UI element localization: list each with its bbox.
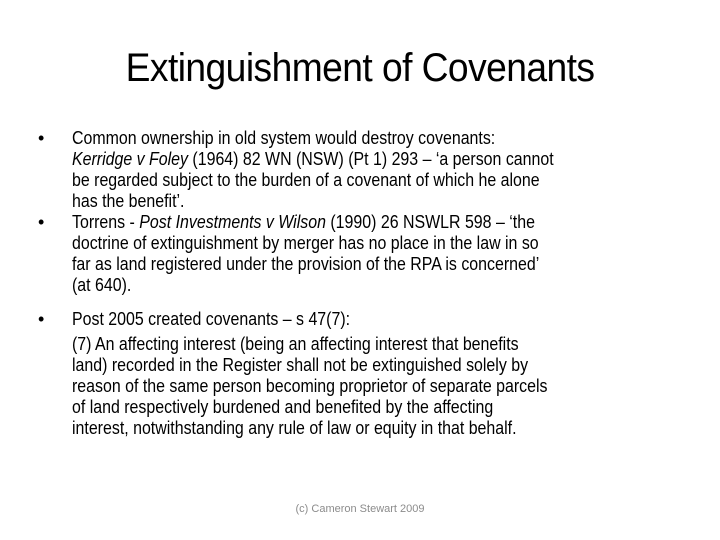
bullet-icon: • — [38, 128, 45, 148]
text-run: far as land registered under the provision of the RPA is concerned’ — [72, 254, 540, 274]
text-run: Torrens - — [72, 212, 140, 232]
text-run: (1964) 82 WN (NSW) (Pt 1) 293 – ‘a person cannot — [187, 149, 554, 169]
case-name: Post Investments v Wilson — [139, 212, 326, 232]
bullet-line — [72, 191, 184, 212]
quote-line: interest, notwithstanding any rule of law or equity in that behalf. — [72, 418, 517, 438]
case-name: Kerridge v Foley — [72, 149, 188, 169]
text-run: (1990) 26 NSWLR 598 – ‘the — [325, 212, 535, 232]
quote-line: (7) An affecting interest (being an affecting interest that benefits — [72, 334, 519, 354]
bullet-line — [72, 309, 350, 330]
quote-line: of land respectively burdened and benefited by the affecting — [72, 397, 494, 417]
bullet-line — [72, 233, 539, 254]
bullet-line — [72, 128, 495, 149]
slide-title-text: Extinguishment of Covenants — [125, 46, 595, 90]
text-run: (at 640). — [72, 275, 132, 295]
bullet-line — [72, 170, 540, 191]
slide-title — [0, 40, 720, 96]
bullet-line — [72, 149, 554, 170]
text-run: be regarded subject to the burden of a covenant of which he alone — [72, 170, 540, 190]
bullet-icon: • — [38, 212, 45, 232]
footer-copyright: (c) Cameron Stewart 2009 — [295, 503, 425, 515]
quote-line: reason of the same person becoming proprietor of separate parcels — [72, 376, 548, 396]
text-run: Post 2005 created covenants – s 47(7): — [72, 309, 351, 329]
quote-line: land) recorded in the Register shall not be extinguished solely by — [72, 355, 529, 375]
bullet-icon: • — [38, 309, 45, 329]
bullet-line — [72, 212, 535, 233]
bullet-line — [72, 275, 131, 296]
bullet-line — [72, 254, 539, 275]
text-run: has the benefit’. — [72, 191, 185, 211]
text-run: doctrine of extinguishment by merger has no place in the law in so — [72, 233, 539, 253]
text-run: Common ownership in old system would destroy covenants: — [72, 128, 496, 148]
